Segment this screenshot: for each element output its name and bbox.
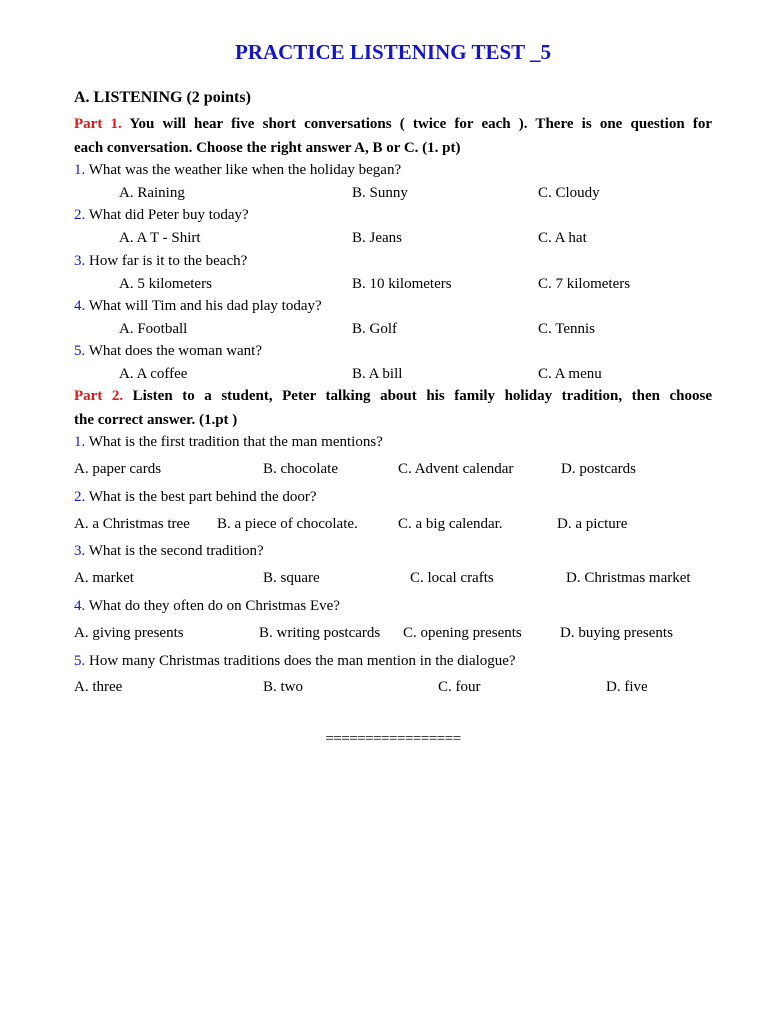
question-number: 4.: [74, 298, 86, 314]
part2-question-2: [74, 487, 317, 507]
part1-label: Part 1.: [74, 116, 122, 132]
part2-q5-option-b: B. two: [263, 679, 304, 695]
part1-q2-option-a: A. A T - Shirt: [119, 230, 201, 246]
part1-q4-option-c: C. Tennis: [538, 321, 596, 337]
part1-q5-option-c: C. A menu: [538, 366, 602, 382]
part1-question-3: [74, 251, 247, 271]
part2-q2-option-b: B. a piece of chocolate.: [217, 516, 358, 532]
question-text: What do they often do on Christmas Eve?: [88, 598, 340, 614]
part2-question-3: [74, 541, 264, 561]
question-number: 2.: [74, 207, 86, 223]
part2-q4-option-a: A. giving presents: [74, 625, 184, 641]
part2-q5-option-a: A. three: [74, 679, 123, 695]
page-title: PRACTICE LISTENING TEST _5: [234, 40, 552, 64]
part2-instruction-text1: Listen to a student, Peter talking about his family holiday tradition, then choose: [132, 388, 712, 404]
question-number: 4.: [74, 598, 86, 614]
part2-q1-option-d: D. postcards: [561, 461, 636, 477]
part1-instruction-text1: You will hear five short conversations ( twice for each ). There is one question for: [129, 116, 713, 132]
part1-q1-option-b: B. Sunny: [352, 185, 408, 201]
part1-q1-option-a: A. Raining: [119, 185, 185, 201]
part1-q5-option-b: B. A bill: [352, 366, 403, 382]
question-text: What will Tim and his dad play today?: [88, 298, 322, 314]
part2-q4-option-d: D. buying presents: [560, 625, 673, 641]
part2-question-1: [74, 432, 383, 452]
section-heading: A. LISTENING (2 points): [74, 89, 251, 106]
part2-q1-option-c: C. Advent calendar: [398, 461, 514, 477]
part1-q1-option-c: C. Cloudy: [538, 185, 600, 201]
question-text: What does the woman want?: [88, 343, 263, 359]
part2-question-5: [74, 651, 516, 671]
question-number: 1.: [74, 162, 86, 178]
part2-q4-option-c: C. opening presents: [403, 625, 522, 641]
part1-instruction-line2: each conversation. Choose the right answer A, B or C. (1. pt): [74, 140, 461, 156]
part1-question-1: [74, 160, 401, 180]
question-text: How far is it to the beach?: [89, 253, 248, 269]
question-number: 2.: [74, 489, 86, 505]
question-text: What was the weather like when the holiday began?: [88, 162, 402, 178]
part2-q3-option-b: B. square: [263, 570, 320, 586]
part1-question-2: [74, 205, 249, 225]
question-text: What is the best part behind the door?: [88, 489, 317, 505]
question-number: 3.: [74, 253, 86, 269]
question-text: How many Christmas traditions does the man mention in the dialogue?: [89, 653, 516, 669]
part2-q2-option-a: A. a Christmas tree: [74, 516, 190, 532]
part2-q1-option-b: B. chocolate: [263, 461, 338, 477]
part2-instruction-line2: the correct answer. (1.pt ): [74, 412, 238, 428]
part1-q4-option-b: B. Golf: [352, 321, 397, 337]
part1-question-5: [74, 341, 262, 361]
part1-q2-option-b: B. Jeans: [352, 230, 402, 246]
part2-q2-option-d: D. a picture: [557, 516, 628, 532]
part1-q3-option-c: C. 7 kilometers: [538, 276, 631, 292]
part1-q3-option-a: A. 5 kilometers: [119, 276, 212, 292]
part2-q1-option-a: A. paper cards: [74, 461, 162, 477]
part1-question-4: [74, 296, 322, 316]
part2-q2-option-c: C. a big calendar.: [398, 516, 503, 532]
part2-q3-option-a: A. market: [74, 570, 134, 586]
part2-question-4: [74, 596, 340, 616]
part1-q5-option-a: A. A coffee: [119, 366, 188, 382]
part1-q4-option-a: A. Football: [119, 321, 188, 337]
end-divider: =================: [325, 731, 461, 747]
question-text: What did Peter buy today?: [88, 207, 249, 223]
part2-q4-option-b: B. writing postcards: [259, 625, 381, 641]
part1-q3-option-b: B. 10 kilometers: [352, 276, 452, 292]
question-number: 3.: [74, 543, 86, 559]
question-number: 1.: [74, 434, 86, 450]
question-number: 5.: [74, 343, 86, 359]
question-number: 5.: [74, 653, 86, 669]
part2-label: Part 2.: [74, 388, 124, 404]
question-text: What is the first tradition that the man mentions?: [88, 434, 383, 450]
part2-q5-option-c: C. four: [438, 679, 481, 695]
part1-q2-option-c: C. A hat: [538, 230, 587, 246]
question-text: What is the second tradition?: [88, 543, 264, 559]
part2-q5-option-d: D. five: [606, 679, 648, 695]
part2-q3-option-d: D. Christmas market: [566, 570, 691, 586]
part2-q3-option-c: C. local crafts: [410, 570, 494, 586]
